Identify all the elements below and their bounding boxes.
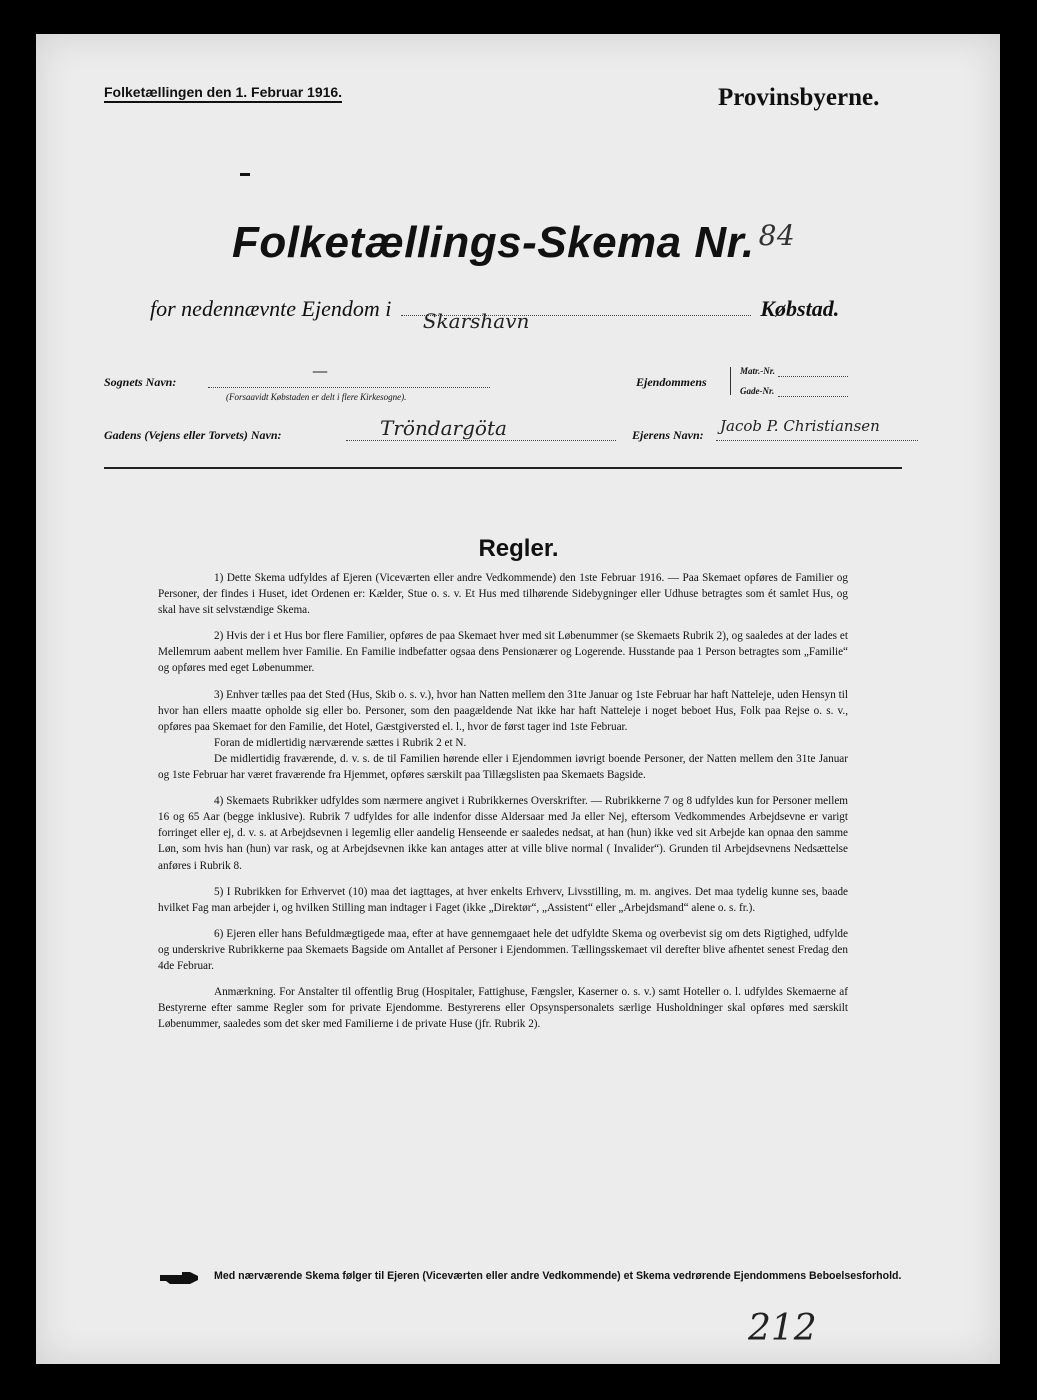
town-value: Skarshavn (422, 309, 530, 333)
owner-name-field[interactable] (716, 417, 918, 441)
rule-paragraph-4: 4) Skemaets Rubrikker udfyldes som nærmere angivet i Rubrikkernes Overskrifter. — Rubrikkerne 7 og 8 udfyldes kun for Personer mellem 16 og 65 Aar (begge inklusive). Rubrik 7 udfyldes for alle indenfor disse Aldersaar med Ja eller Nej, eftersom Vedkommendes Arbejdsevne er varigt forringet eller ej, d. v. s. at Arbejdsevnen i legemlig eller aandelig Henseende er saaledes nedsat, at han (hun) ikke ved sit Arbejde kan opnaa den samme Løn, som hvis han (hun) var rask, og at Arbejdsevnen ikke kan antages atter at ville blive normal ( Invalider“). Grunden til Arbejdsevnens Nedsættelse anføres i Rubrik 8. (158, 795, 848, 872)
footnote: Med nærværende Skema følger til Ejeren (Viceværten eller andre Vedkommende) et Skema vedrørende Ejendommens Beboelsesforhold. (214, 1270, 902, 1282)
rule-remark: Anmærkning. For Anstalter til offentlig Brug (Hospitaler, Fattighuse, Fængsler, Kaserner o. s. v.) samt Hoteller o. l. udfyldes Skemaerne af Bestyrerne efter samme Regler som for private Ejendomme. Bestyrerens eller Opsynspersonalets særlige Husholdninger skal opføres med særskilt Løbenummer, saaledes som det sker med Familierne i de private Huse (jfr. Rubrik 2). (158, 986, 848, 1031)
rules-heading: Regler. (478, 535, 559, 562)
dash-mark (240, 173, 250, 176)
town-field[interactable] (401, 309, 751, 333)
owner-name-label: Ejerens Navn: (632, 428, 704, 442)
matr-nr-label: Matr.-Nr. (740, 366, 776, 376)
gade-nr-field[interactable] (778, 386, 848, 397)
parish-name-label: Sognets Navn: (104, 375, 177, 389)
rule-paragraph-2: 2) Hvis der i et Hus bor flere Familier, opføres de paa Skemaet hver med sit Løbenummer (se Skemaets Rubrik 2), og saaledes at der lades et Mellemrum aabent mellem hver Familie. En Familie indbefatter ogsaa dens Pensionærer og Logerende. Husstande paa 1 Person betragtes som „Familie“ og opføres med eget Løbenummer. (158, 630, 848, 675)
form-title-text: Folketællings-Skema Nr. (232, 218, 755, 267)
parish-name-field[interactable] (208, 361, 490, 388)
property-brace (730, 367, 732, 395)
region-header: Provinsbyerne. (718, 84, 880, 111)
rule-paragraph-1: 1) Dette Skema udfyldes af Ejeren (Viceværten eller andre Vedkommende) den 1ste Februar 1916. — Paa Skemaet opføres de Familier og Personer, der findes i Huset, idet Ordenen er: Kælder, Stue o. s. v. Et Hus med tilhørende Sidebygninger eller Udhuse betragtes som ét samlet Hus, og skal have sit selvstændige Skema. (158, 572, 848, 617)
street-name-field[interactable] (346, 416, 616, 441)
page-number-handwritten: 212 (748, 1308, 817, 1349)
subtitle-suffix: Købstad. (760, 296, 840, 321)
street-name-label: Gadens (Vejens eller Torvets) Navn: (104, 428, 282, 442)
property-label: Ejendommens (636, 375, 707, 389)
gade-nr-label: Gade-Nr. (740, 386, 775, 396)
matr-nr-field[interactable] (778, 366, 848, 377)
census-date-header: Folketællingen den 1. Februar 1916. (104, 84, 342, 103)
header-divider (104, 467, 902, 469)
form-title (232, 218, 795, 268)
rule-paragraph-5: 5) I Rubrikken for Erhvervet (10) maa det iagttages, at hver enkelts Erhverv, Livsstilling, m. m. angives. Det maa tydelig kunne ses, baade hvilket Fag man arbejder i, og hvilken Stilling man indtager i Faget (ikke „Direktør“, „Assistent“ eller „Arbejdsmand“ alene o. s. fr.). (158, 885, 848, 914)
rules-text (158, 570, 848, 1042)
rule-paragraph-3b: Foran de midlertidig nærværende sættes i Rubrik 2 et N. (214, 736, 467, 749)
rule-paragraph-6: 6) Ejeren eller hans Befuldmægtigede maa, efter at have gennemgaaet hele det udfyldte Skema og overbevist sig om dets Rigtighed, udfylde og underskrive Rubrikkerne paa Skemaets Bagside om Antallet af Personer i Ejendommen. Tællingsskemaet vil derefter blive afhentet senest Fredag den 4de Februar. (158, 927, 848, 972)
street-name-value: Tröndargöta (380, 416, 507, 440)
rule-paragraph-3: 3) Enhver tælles paa det Sted (Hus, Skib o. s. v.), hvor han Natten mellem den 31te Januar og 1ste Februar har haft Natteleje, uden Hensyn til hvor han ellers maatte opholde sig eller bo. Personer, som den paagældende Nat ikke har haft Natteleje i noget beboet Hus, Folk paa Rejse o. s. v., opføres paa Skemaet for den Familie, det Hotel, Gæstgiversted el. l., hvor de først tager ind 1ste Februar. (158, 688, 848, 733)
form-subtitle (150, 296, 870, 333)
parish-name-value: — (312, 361, 328, 380)
rule-paragraph-3c: De midlertidig fraværende, d. v. s. de til Familien hørende eller i Ejendommen iøvrigt boende Personer, der Natten mellem den 31te Januar og 1ste Februar har været fraværende fra Hjemmet, opføres særskilt paa Tillægslisten paa Skemaets Bagside. (158, 752, 848, 782)
subtitle-prefix: for nedennævnte Ejendom i (150, 296, 392, 321)
form-number-handwritten: 84 (758, 219, 796, 252)
parish-name-note: (Forsaavidt Købstaden er delt i flere Kirkesogne). (226, 392, 407, 402)
owner-name-value: Jacob P. Christiansen (720, 417, 880, 435)
